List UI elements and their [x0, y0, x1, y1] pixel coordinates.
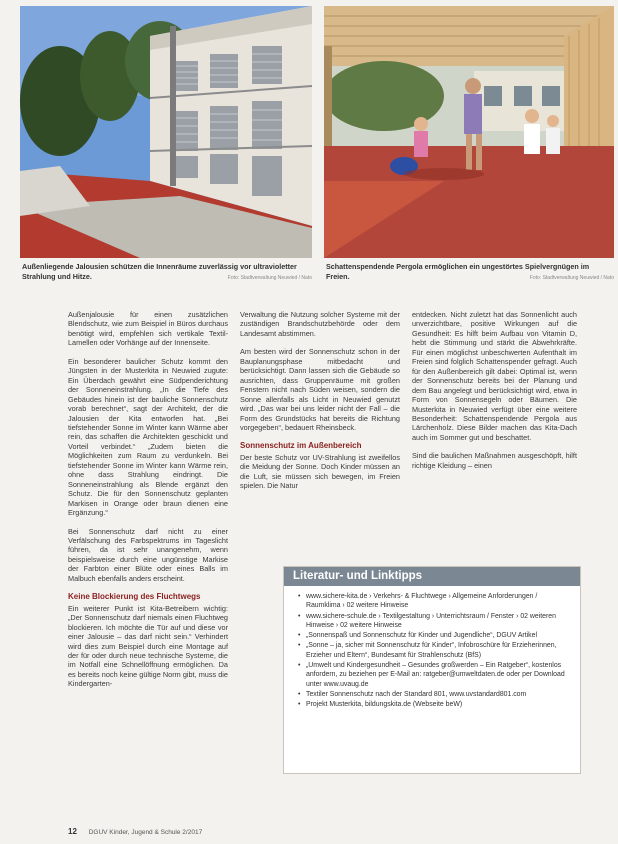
- photo-caption-right: [326, 262, 614, 283]
- paragraph: Bei Sonnenschutz darf nicht zu einer Verfälschung des Farbspektrums im Tageslicht führen, da ist sehr unangenehm, wenn beispielsweise durch eine ungünstige Markise der Farbton einer Blüte oder eines Balls im Malbuch ebenfalls anders erscheint.: [68, 526, 228, 583]
- paragraph: Verwaltung die Nutzung solcher Systeme mit der zuständigen Brandschutzbehörde oder dem Landesamt abstimmen.: [240, 310, 400, 338]
- article-column-3: [412, 310, 577, 479]
- section-heading-fluchtweg: Keine Blockierung des Fluchtwegs: [68, 592, 201, 602]
- photo-caption-left: [22, 262, 312, 283]
- link-item: • www.sichere-schule.de › Textilgestaltung › Unterrichtsraum / Fenster › 02 weiteren Hinweise › 02 weitere Hinweise: [298, 612, 570, 631]
- link-list: [284, 592, 580, 710]
- caption-right-text: Schattenspendende Pergola ermöglichen ein ungestörtes Spielvergnügen im Freien.: [326, 262, 590, 281]
- photo-pergola-children: [324, 6, 614, 258]
- paragraph: Außenjalousie für einen zusätzlichen Blendschutz, wie zum Beispiel in Büros durchaus benötigt wird, empfehlen sich vertikale Textil-Lamellen oder Vorhänge auf der Innenseite.: [68, 310, 228, 348]
- article-column-1: [68, 310, 228, 698]
- link-item: • Projekt Musterkita, bildungskita.de (Webseite beW): [298, 700, 570, 709]
- link-item: • „Sonnenspaß und Sonnenschutz für Kinder und Jugendliche“, DGUV Artikel: [298, 631, 570, 640]
- paragraph: entdecken. Nicht zuletzt hat das Sonnenlicht auch unverzichtbare, positive Wirkungen auf die Gesundheit: Es hilft beim Aufbau von Vitamin D, hebt die Stimmung und stärkt die Abwehrkräfte. Für einen möglichst unbeschwerten Aufenthalt im Freien sind folglich Schattenspender gefragt. Auch für den Außenbereich gilt dabei: Optimal ist, wenn der Sonnenschutz bereits bei der Planung und dem Bau angelegt und berücksichtigt wird, etwa in Form von Sonnensegeln oder Bäumen. Die Musterkita in Neuwied verfügt über eine weitere Besonderheit: Schattenspendende Pergola aus Lärchenholz. Diese Bilder machen das Kita-Dach auch im Sommer gut und beschattet.: [412, 310, 577, 442]
- paragraph: Ein weiterer Punkt ist Kita-Betreibern wichtig: „Der Sonnenschutz darf niemals einen Fluchtweg blockieren. Ich möchte die Tür auf und diese vor einer Jalousie – das darf nicht sein.“ Verhindert wird dies zum Beispiel durch eine Montage auf der für oder durch neue technische Systeme, die im Notfall eine Schnellöffnung ermöglichen. Da es bereits noch keine gültige Norm gibt, muss die Kindergarten-: [68, 603, 228, 689]
- link-item: • www.sichere-kita.de › Verkehrs- & Fluchtwege › Allgemeine Anforderungen / Raumklima › 02 weitere Hinweise: [298, 592, 570, 611]
- paragraph: Der beste Schutz vor UV-Strahlung ist zweifellos die Meidung der Sonne. Doch Kinder müssen an die Luft, sie müssen sich bewegen, im Freien spielen. Die Natur: [240, 452, 400, 491]
- link-item: • „Umwelt und Kindergesundheit – Gesundes großwerden – Ein Ratgeber“, kostenlos anfordern, zu beziehen per E-Mail an: ratgeber@umweltdaten.de oder per Download unter www.uvaug.de: [298, 661, 570, 689]
- literature-link-box: [283, 566, 581, 774]
- link-box-title: Literatur- und Linktipps: [284, 567, 580, 586]
- page-number: 12: [68, 827, 77, 836]
- link-item: • Textiler Sonnenschutz nach der Standard 801, www.uvstandard801.com: [298, 690, 570, 699]
- section-heading-aussenbereich: Sonnenschutz im Außenbereich: [240, 441, 362, 451]
- publication-name: DGUV Kinder, Jugend & Schule 2/2017: [88, 829, 203, 836]
- link-item: • „Sonne – ja, sicher mit Sonnenschutz für Kinder“, Infobroschüre für Erzieherinnen, Erzieher und Eltern“, Bundesamt für Strahlenschutz (BfS): [298, 641, 570, 660]
- caption-right-credit: Foto: Stadtverwaltung Neuwied / Nato: [529, 275, 614, 281]
- article-column-2: [240, 310, 400, 500]
- paragraph: Sind die baulichen Maßnahmen ausgeschöpft, hilft richtige Kleidung – einen: [412, 451, 577, 470]
- caption-left-credit: Foto: Stadtverwaltung Neuwied / Nato: [227, 275, 312, 281]
- paragraph: Ein besonderer baulicher Schutz kommt den Jüngsten in der Musterkita in Neuwied zugute: Ein Überdach gewährt eine Südpenderichtung der Sonneneinstrahlung. „In die Tiefe des Gebäudes hinein ist der bauliche Sonnenschutz vorab berechnet“, sagt der Architekt, der die Jalousien der Kita entworfen hat. „Bei tiefstehender Sonne im Winter kann Wärme aber rein, das schaffen die Architekten geschickt und Vorteil verbindet.“ „Zudem bieten die Möglichkeiten zum Raum zu verdunkeln. Bei tiefstehender Sonne im Winter kann Wärme rein, ohne dass Strahlung eindringt. Die Sonneneinstrahlung als Blende ergänzt den Schutz. Die für den Sonnenschutz geplanten Markisen in Orange oder braun dienen eine Ergänzung.“: [68, 356, 228, 518]
- photo-building-jalousies: [20, 6, 312, 258]
- caption-left-text: Außenliegende Jalousien schützen die Innenräume zuverlässig vor ultravioletter Strahlung und Hitze.: [22, 262, 297, 281]
- page-footer: [68, 827, 202, 836]
- paragraph: Am besten wird der Sonnenschutz schon in der Bauplanungsphase mitbedacht und berücksichtigt. Dann lassen sich die Gebäude so ausrichten, dass Gruppenräume mit großen Fenstern nicht nach Süden weisen, sondern die Sonne allenfalls als Licht in Neuwied genutzt wird. „Das war bei uns leider nicht der Fall – die Form des Grundstücks hat bereits die Richtung vorgegeben“, bedauert Rheinsbeck.: [240, 347, 400, 432]
